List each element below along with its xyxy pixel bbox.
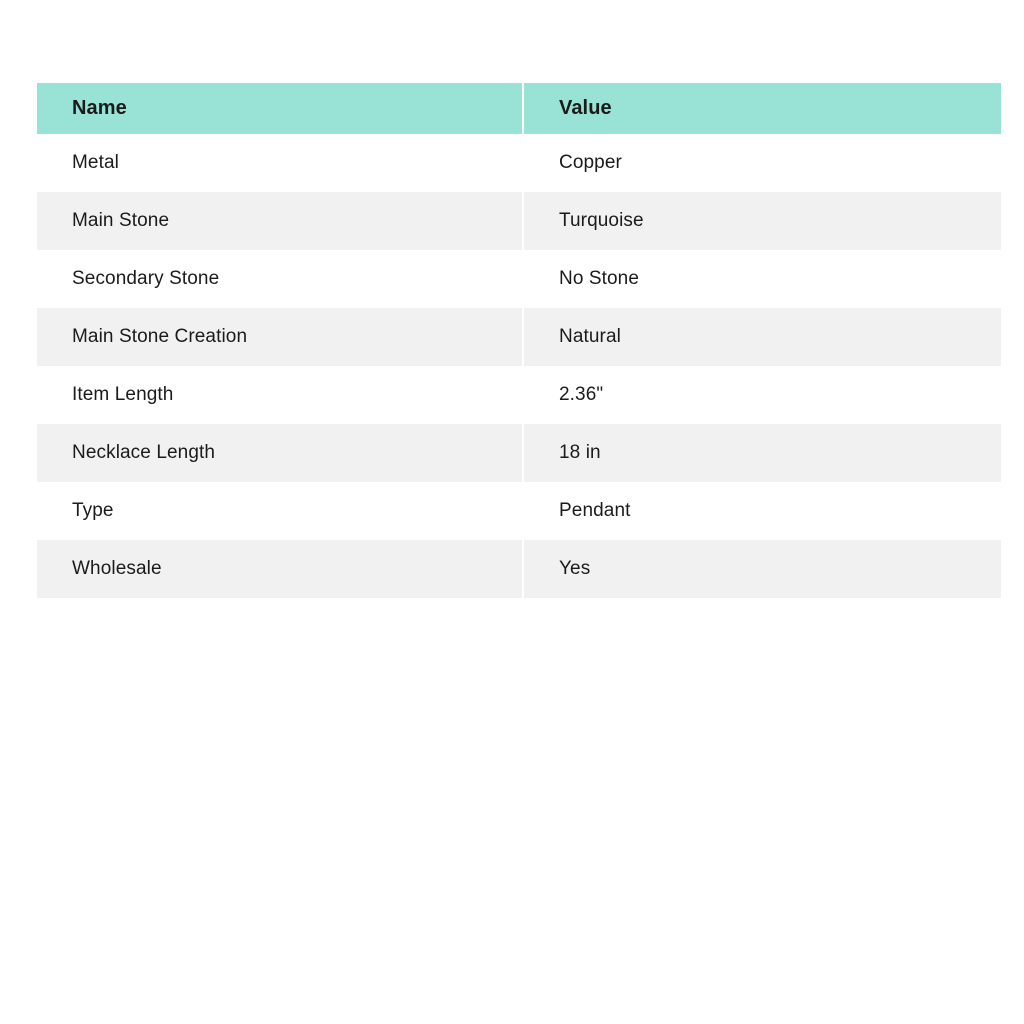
table-row (37, 540, 1001, 598)
attribute-name: Necklace Length (37, 424, 522, 482)
table-row (37, 366, 1001, 424)
attribute-value: Turquoise (524, 192, 1001, 250)
attribute-value: 2.36" (524, 366, 1001, 424)
attribute-value: Copper (524, 134, 1001, 192)
column-header-name: Name (37, 83, 522, 134)
attribute-value: No Stone (524, 250, 1001, 308)
attribute-name: Main Stone (37, 192, 522, 250)
table-row (37, 308, 1001, 366)
product-attributes-table (37, 83, 1001, 598)
attribute-value: Pendant (524, 482, 1001, 540)
attribute-value: Yes (524, 540, 1001, 598)
table-row (37, 134, 1001, 192)
attribute-name: Item Length (37, 366, 522, 424)
attribute-value: 18 in (524, 424, 1001, 482)
attribute-name: Type (37, 482, 522, 540)
attribute-name: Metal (37, 134, 522, 192)
table-header-row (37, 83, 1001, 134)
attribute-value: Natural (524, 308, 1001, 366)
attribute-name: Wholesale (37, 540, 522, 598)
column-header-value: Value (524, 83, 1001, 134)
table-row (37, 482, 1001, 540)
table-row (37, 250, 1001, 308)
attribute-name: Secondary Stone (37, 250, 522, 308)
attribute-name: Main Stone Creation (37, 308, 522, 366)
table-row (37, 424, 1001, 482)
table-row (37, 192, 1001, 250)
